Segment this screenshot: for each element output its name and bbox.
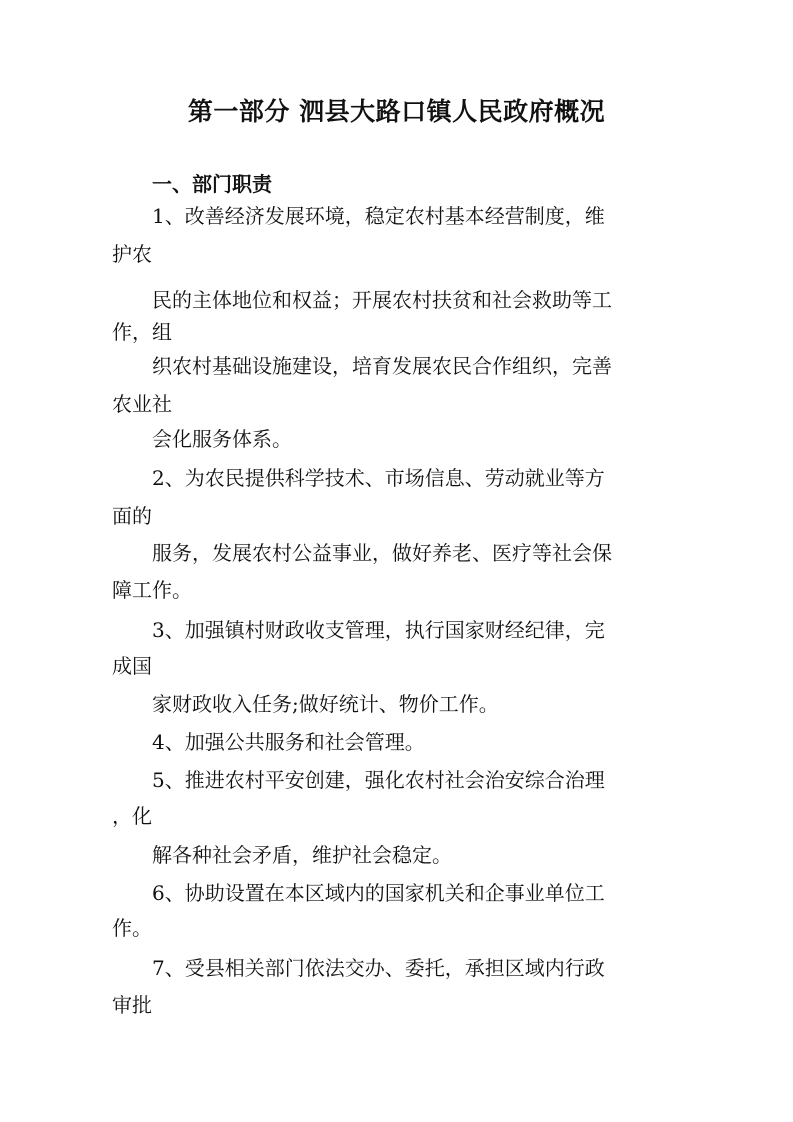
body-line: 3、加强镇村财政收支管理，执行国家财经纪律，完 bbox=[152, 618, 605, 642]
body-line: 4、加强公共服务和社会管理。 bbox=[152, 730, 425, 754]
body-line: 障工作。 bbox=[112, 578, 192, 602]
body-line: ，化 bbox=[112, 804, 152, 828]
page-title: 第一部分 泗县大路口镇人民政府概况 bbox=[187, 97, 606, 126]
body-line: 审批 bbox=[112, 993, 152, 1017]
body-line: 成国 bbox=[112, 654, 152, 678]
body-line: 织农村基础设施建设，培育发展农民合作组织，完善 bbox=[152, 354, 612, 378]
body-line: 家财政收入任务;做好统计、物价工作。 bbox=[152, 692, 499, 716]
body-line: 民的主体地位和权益；开展农村扶贫和社会救助等工 bbox=[152, 288, 612, 312]
body-line: 7、受县相关部门依法交办、委托，承担区域内行政 bbox=[152, 956, 605, 980]
body-line: 6、协助设置在本区域内的国家机关和企事业单位工 bbox=[152, 881, 605, 905]
body-line: 面的 bbox=[112, 504, 152, 528]
body-line: 作，组 bbox=[112, 320, 172, 344]
body-line: 解各种社会矛盾，维护社会稳定。 bbox=[152, 843, 452, 867]
body-line: 会化服务体系。 bbox=[152, 427, 292, 451]
body-line: 作。 bbox=[112, 916, 152, 940]
body-line: 5、推进农村平安创建，强化农村社会治安综合治理 bbox=[152, 768, 605, 792]
body-line: 服务，发展农村公益事业，做好养老、医疗等社会保 bbox=[152, 541, 612, 565]
body-line: 2、为农民提供科学技术、市场信息、劳动就业等方 bbox=[152, 466, 605, 490]
section-heading: 一、部门职责 bbox=[152, 172, 272, 196]
body-line: 护农 bbox=[112, 242, 152, 266]
body-line: 农业社 bbox=[112, 392, 172, 416]
body-line: 1、改善经济发展环境，稳定农村基本经营制度，维 bbox=[152, 204, 605, 228]
